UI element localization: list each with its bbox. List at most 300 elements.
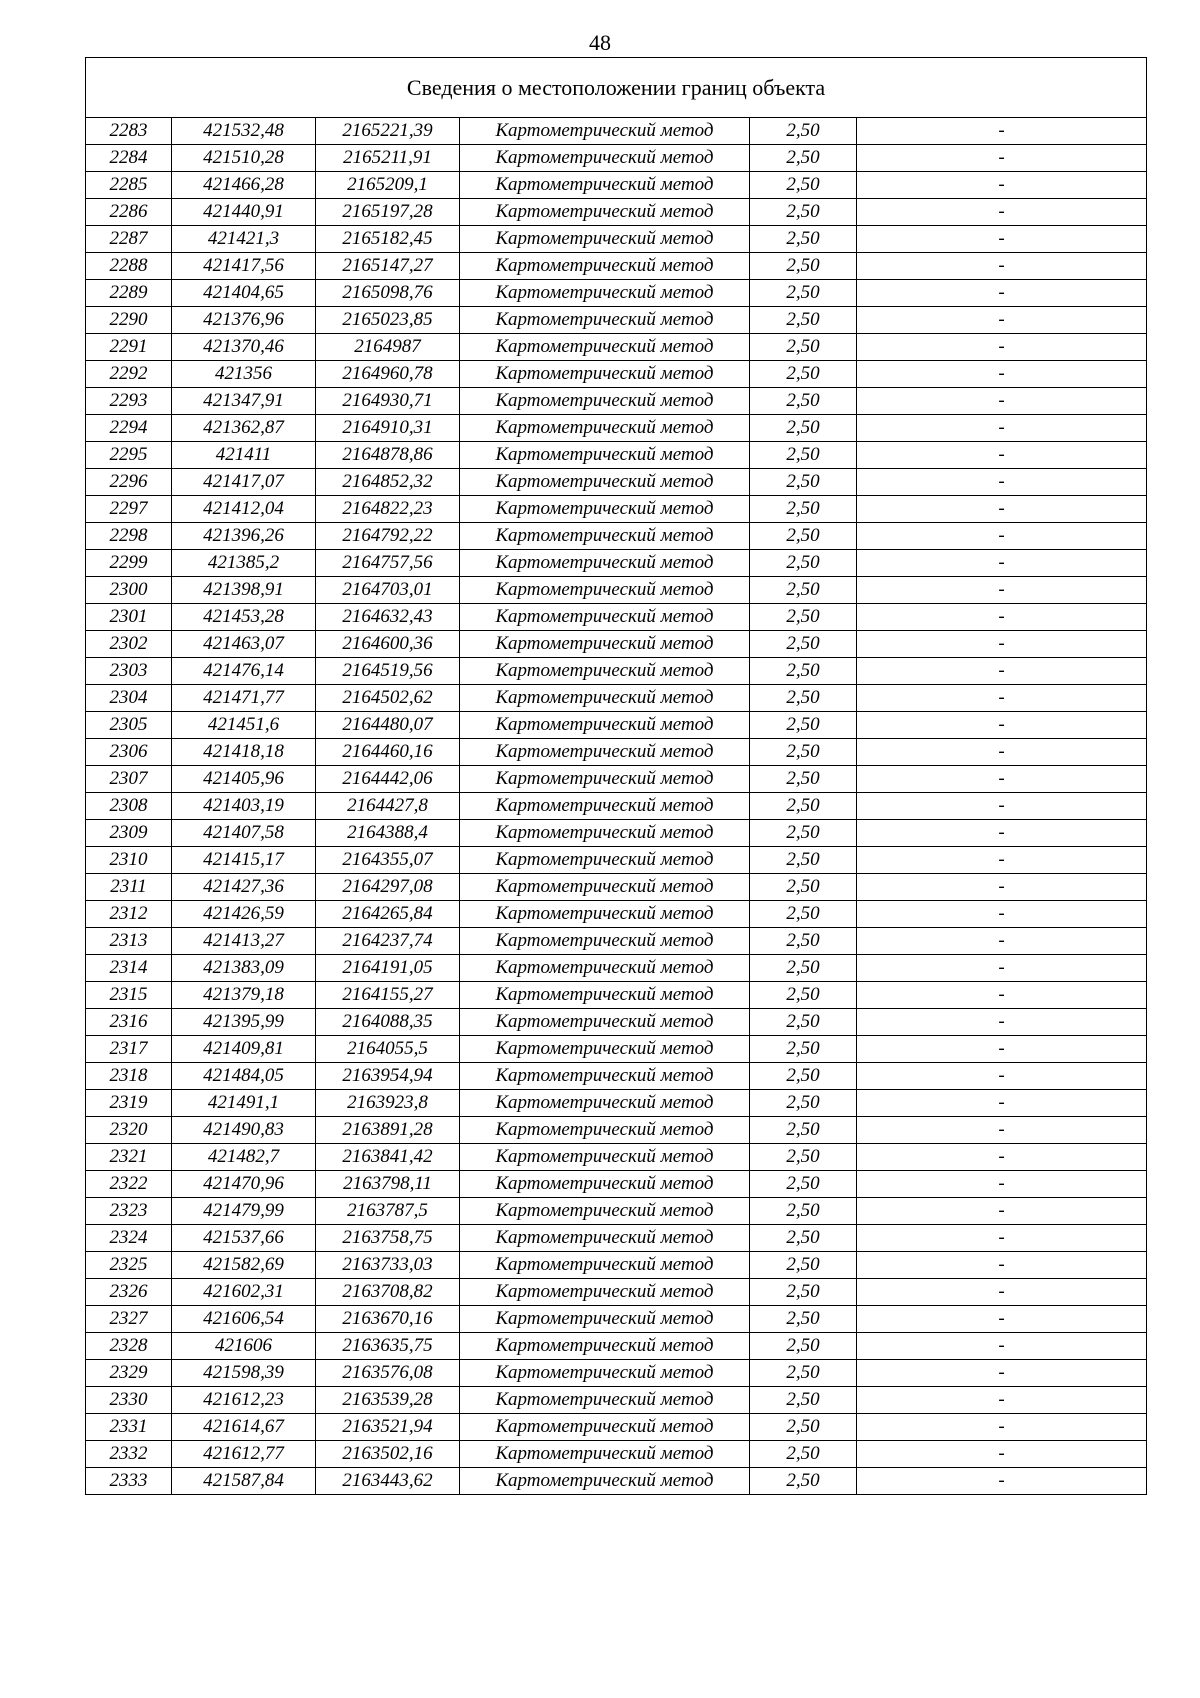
x-coordinate-cell: 421451,6 <box>172 712 316 739</box>
point-number-cell: 2309 <box>86 820 172 847</box>
method-cell: Картометрический метод <box>460 766 750 793</box>
x-coordinate-cell: 421405,96 <box>172 766 316 793</box>
accuracy-cell: 2,50 <box>750 118 857 145</box>
description-cell: - <box>857 1036 1147 1063</box>
x-coordinate-cell: 421412,04 <box>172 496 316 523</box>
y-coordinate-cell: 2164055,5 <box>316 1036 460 1063</box>
x-coordinate-cell: 421415,17 <box>172 847 316 874</box>
y-coordinate-cell: 2163635,75 <box>316 1333 460 1360</box>
point-number-cell: 2302 <box>86 631 172 658</box>
x-coordinate-cell: 421396,26 <box>172 523 316 550</box>
y-coordinate-cell: 2164960,78 <box>316 361 460 388</box>
point-number-cell: 2325 <box>86 1252 172 1279</box>
y-coordinate-cell: 2164088,35 <box>316 1009 460 1036</box>
point-number-cell: 2285 <box>86 172 172 199</box>
table-row <box>86 1468 1147 1495</box>
accuracy-cell: 2,50 <box>750 1441 857 1468</box>
x-coordinate-cell: 421411 <box>172 442 316 469</box>
table-row <box>86 496 1147 523</box>
method-cell: Картометрический метод <box>460 577 750 604</box>
table-row <box>86 1279 1147 1306</box>
description-cell: - <box>857 172 1147 199</box>
table-row <box>86 712 1147 739</box>
description-cell: - <box>857 631 1147 658</box>
point-number-cell: 2288 <box>86 253 172 280</box>
x-coordinate-cell: 421453,28 <box>172 604 316 631</box>
method-cell: Картометрический метод <box>460 631 750 658</box>
point-number-cell: 2284 <box>86 145 172 172</box>
description-cell: - <box>857 253 1147 280</box>
table-row <box>86 172 1147 199</box>
y-coordinate-cell: 2163758,75 <box>316 1225 460 1252</box>
point-number-cell: 2295 <box>86 442 172 469</box>
method-cell: Картометрический метод <box>460 982 750 1009</box>
accuracy-cell: 2,50 <box>750 604 857 631</box>
y-coordinate-cell: 2163923,8 <box>316 1090 460 1117</box>
accuracy-cell: 2,50 <box>750 523 857 550</box>
method-cell: Картометрический метод <box>460 1009 750 1036</box>
table-row <box>86 631 1147 658</box>
x-coordinate-cell: 421427,36 <box>172 874 316 901</box>
y-coordinate-cell: 2163539,28 <box>316 1387 460 1414</box>
point-number-cell: 2332 <box>86 1441 172 1468</box>
y-coordinate-cell: 2165182,45 <box>316 226 460 253</box>
y-coordinate-cell: 2164460,16 <box>316 739 460 766</box>
x-coordinate-cell: 421385,2 <box>172 550 316 577</box>
x-coordinate-cell: 421417,56 <box>172 253 316 280</box>
y-coordinate-cell: 2163733,03 <box>316 1252 460 1279</box>
table-row <box>86 820 1147 847</box>
y-coordinate-cell: 2164822,23 <box>316 496 460 523</box>
method-cell: Картометрический метод <box>460 1171 750 1198</box>
x-coordinate-cell: 421417,07 <box>172 469 316 496</box>
table-row <box>86 1036 1147 1063</box>
table-row <box>86 442 1147 469</box>
table-row <box>86 253 1147 280</box>
y-coordinate-cell: 2164355,07 <box>316 847 460 874</box>
description-cell: - <box>857 901 1147 928</box>
method-cell: Картометрический метод <box>460 334 750 361</box>
description-cell: - <box>857 685 1147 712</box>
point-number-cell: 2331 <box>86 1414 172 1441</box>
point-number-cell: 2318 <box>86 1063 172 1090</box>
accuracy-cell: 2,50 <box>750 1198 857 1225</box>
x-coordinate-cell: 421510,28 <box>172 145 316 172</box>
description-cell: - <box>857 1441 1147 1468</box>
x-coordinate-cell: 421426,59 <box>172 901 316 928</box>
point-number-cell: 2294 <box>86 415 172 442</box>
description-cell: - <box>857 199 1147 226</box>
accuracy-cell: 2,50 <box>750 1036 857 1063</box>
method-cell: Картометрический метод <box>460 847 750 874</box>
point-number-cell: 2286 <box>86 199 172 226</box>
table-row <box>86 1171 1147 1198</box>
x-coordinate-cell: 421463,07 <box>172 631 316 658</box>
description-cell: - <box>857 1198 1147 1225</box>
method-cell: Картометрический метод <box>460 793 750 820</box>
accuracy-cell: 2,50 <box>750 1360 857 1387</box>
point-number-cell: 2319 <box>86 1090 172 1117</box>
description-cell: - <box>857 1117 1147 1144</box>
description-cell: - <box>857 280 1147 307</box>
description-cell: - <box>857 361 1147 388</box>
point-number-cell: 2301 <box>86 604 172 631</box>
accuracy-cell: 2,50 <box>750 1333 857 1360</box>
y-coordinate-cell: 2164987 <box>316 334 460 361</box>
accuracy-cell: 2,50 <box>750 928 857 955</box>
y-coordinate-cell: 2164237,74 <box>316 928 460 955</box>
x-coordinate-cell: 421418,18 <box>172 739 316 766</box>
y-coordinate-cell: 2163443,62 <box>316 1468 460 1495</box>
accuracy-cell: 2,50 <box>750 685 857 712</box>
x-coordinate-cell: 421490,83 <box>172 1117 316 1144</box>
method-cell: Картометрический метод <box>460 1468 750 1495</box>
x-coordinate-cell: 421362,87 <box>172 415 316 442</box>
table-row <box>86 1225 1147 1252</box>
table-row <box>86 766 1147 793</box>
table-row <box>86 415 1147 442</box>
table-row <box>86 793 1147 820</box>
y-coordinate-cell: 2164878,86 <box>316 442 460 469</box>
table-title-row <box>86 58 1147 118</box>
method-cell: Картометрический метод <box>460 361 750 388</box>
description-cell: - <box>857 712 1147 739</box>
x-coordinate-cell: 421479,99 <box>172 1198 316 1225</box>
accuracy-cell: 2,50 <box>750 253 857 280</box>
y-coordinate-cell: 2164427,8 <box>316 793 460 820</box>
description-cell: - <box>857 1009 1147 1036</box>
accuracy-cell: 2,50 <box>750 577 857 604</box>
point-number-cell: 2303 <box>86 658 172 685</box>
method-cell: Картометрический метод <box>460 1117 750 1144</box>
table-row <box>86 1414 1147 1441</box>
x-coordinate-cell: 421395,99 <box>172 1009 316 1036</box>
table-row <box>86 1063 1147 1090</box>
point-number-cell: 2292 <box>86 361 172 388</box>
x-coordinate-cell: 421537,66 <box>172 1225 316 1252</box>
method-cell: Картометрический метод <box>460 901 750 928</box>
x-coordinate-cell: 421421,3 <box>172 226 316 253</box>
accuracy-cell: 2,50 <box>750 901 857 928</box>
table-row <box>86 361 1147 388</box>
description-cell: - <box>857 1360 1147 1387</box>
x-coordinate-cell: 421370,46 <box>172 334 316 361</box>
x-coordinate-cell: 421598,39 <box>172 1360 316 1387</box>
description-cell: - <box>857 604 1147 631</box>
method-cell: Картометрический метод <box>460 145 750 172</box>
method-cell: Картометрический метод <box>460 496 750 523</box>
point-number-cell: 2311 <box>86 874 172 901</box>
y-coordinate-cell: 2163521,94 <box>316 1414 460 1441</box>
table-row <box>86 199 1147 226</box>
y-coordinate-cell: 2163670,16 <box>316 1306 460 1333</box>
description-cell: - <box>857 1279 1147 1306</box>
point-number-cell: 2324 <box>86 1225 172 1252</box>
y-coordinate-cell: 2164191,05 <box>316 955 460 982</box>
method-cell: Картометрический метод <box>460 874 750 901</box>
description-cell: - <box>857 658 1147 685</box>
method-cell: Картометрический метод <box>460 820 750 847</box>
description-cell: - <box>857 442 1147 469</box>
x-coordinate-cell: 421484,05 <box>172 1063 316 1090</box>
accuracy-cell: 2,50 <box>750 1117 857 1144</box>
table-row <box>86 226 1147 253</box>
accuracy-cell: 2,50 <box>750 1414 857 1441</box>
description-cell: - <box>857 1090 1147 1117</box>
description-cell: - <box>857 1171 1147 1198</box>
x-coordinate-cell: 421471,77 <box>172 685 316 712</box>
method-cell: Картометрический метод <box>460 523 750 550</box>
accuracy-cell: 2,50 <box>750 1252 857 1279</box>
accuracy-cell: 2,50 <box>750 793 857 820</box>
table-title: Сведения о местоположении границ объекта <box>86 58 1147 118</box>
description-cell: - <box>857 847 1147 874</box>
method-cell: Картометрический метод <box>460 118 750 145</box>
description-cell: - <box>857 523 1147 550</box>
point-number-cell: 2291 <box>86 334 172 361</box>
description-cell: - <box>857 145 1147 172</box>
x-coordinate-cell: 421612,77 <box>172 1441 316 1468</box>
description-cell: - <box>857 307 1147 334</box>
method-cell: Картометрический метод <box>460 280 750 307</box>
point-number-cell: 2330 <box>86 1387 172 1414</box>
table-row <box>86 739 1147 766</box>
y-coordinate-cell: 2165221,39 <box>316 118 460 145</box>
description-cell: - <box>857 955 1147 982</box>
y-coordinate-cell: 2164502,62 <box>316 685 460 712</box>
y-coordinate-cell: 2165211,91 <box>316 145 460 172</box>
accuracy-cell: 2,50 <box>750 550 857 577</box>
description-cell: - <box>857 1144 1147 1171</box>
table-row <box>86 1252 1147 1279</box>
method-cell: Картометрический метод <box>460 685 750 712</box>
accuracy-cell: 2,50 <box>750 874 857 901</box>
point-number-cell: 2297 <box>86 496 172 523</box>
point-number-cell: 2322 <box>86 1171 172 1198</box>
method-cell: Картометрический метод <box>460 1144 750 1171</box>
method-cell: Картометрический метод <box>460 604 750 631</box>
point-number-cell: 2307 <box>86 766 172 793</box>
description-cell: - <box>857 1333 1147 1360</box>
table-row <box>86 1333 1147 1360</box>
method-cell: Картометрический метод <box>460 955 750 982</box>
boundary-coordinates-table <box>85 57 1147 1495</box>
point-number-cell: 2304 <box>86 685 172 712</box>
table-row <box>86 1441 1147 1468</box>
description-cell: - <box>857 874 1147 901</box>
y-coordinate-cell: 2164480,07 <box>316 712 460 739</box>
point-number-cell: 2333 <box>86 1468 172 1495</box>
y-coordinate-cell: 2163576,08 <box>316 1360 460 1387</box>
method-cell: Картометрический метод <box>460 1414 750 1441</box>
method-cell: Картометрический метод <box>460 442 750 469</box>
y-coordinate-cell: 2165147,27 <box>316 253 460 280</box>
y-coordinate-cell: 2164600,36 <box>316 631 460 658</box>
y-coordinate-cell: 2164757,56 <box>316 550 460 577</box>
description-cell: - <box>857 928 1147 955</box>
table-row <box>86 118 1147 145</box>
accuracy-cell: 2,50 <box>750 1009 857 1036</box>
accuracy-cell: 2,50 <box>750 955 857 982</box>
method-cell: Картометрический метод <box>460 172 750 199</box>
x-coordinate-cell: 421440,91 <box>172 199 316 226</box>
table-row <box>86 523 1147 550</box>
point-number-cell: 2313 <box>86 928 172 955</box>
x-coordinate-cell: 421379,18 <box>172 982 316 1009</box>
point-number-cell: 2328 <box>86 1333 172 1360</box>
point-number-cell: 2290 <box>86 307 172 334</box>
y-coordinate-cell: 2163708,82 <box>316 1279 460 1306</box>
point-number-cell: 2314 <box>86 955 172 982</box>
method-cell: Картометрический метод <box>460 550 750 577</box>
accuracy-cell: 2,50 <box>750 658 857 685</box>
description-cell: - <box>857 820 1147 847</box>
description-cell: - <box>857 766 1147 793</box>
accuracy-cell: 2,50 <box>750 1090 857 1117</box>
point-number-cell: 2323 <box>86 1198 172 1225</box>
point-number-cell: 2293 <box>86 388 172 415</box>
description-cell: - <box>857 982 1147 1009</box>
description-cell: - <box>857 388 1147 415</box>
description-cell: - <box>857 1063 1147 1090</box>
table-row <box>86 1387 1147 1414</box>
accuracy-cell: 2,50 <box>750 1279 857 1306</box>
accuracy-cell: 2,50 <box>750 739 857 766</box>
method-cell: Картометрический метод <box>460 1252 750 1279</box>
y-coordinate-cell: 2163841,42 <box>316 1144 460 1171</box>
point-number-cell: 2289 <box>86 280 172 307</box>
y-coordinate-cell: 2163891,28 <box>316 1117 460 1144</box>
table-row <box>86 928 1147 955</box>
point-number-cell: 2298 <box>86 523 172 550</box>
accuracy-cell: 2,50 <box>750 226 857 253</box>
x-coordinate-cell: 421413,27 <box>172 928 316 955</box>
table-row <box>86 847 1147 874</box>
method-cell: Картометрический метод <box>460 658 750 685</box>
description-cell: - <box>857 118 1147 145</box>
accuracy-cell: 2,50 <box>750 1468 857 1495</box>
description-cell: - <box>857 334 1147 361</box>
point-number-cell: 2300 <box>86 577 172 604</box>
description-cell: - <box>857 496 1147 523</box>
x-coordinate-cell: 421482,7 <box>172 1144 316 1171</box>
y-coordinate-cell: 2165209,1 <box>316 172 460 199</box>
method-cell: Картометрический метод <box>460 1036 750 1063</box>
method-cell: Картометрический метод <box>460 1333 750 1360</box>
accuracy-cell: 2,50 <box>750 334 857 361</box>
y-coordinate-cell: 2164930,71 <box>316 388 460 415</box>
method-cell: Картометрический метод <box>460 1387 750 1414</box>
accuracy-cell: 2,50 <box>750 280 857 307</box>
accuracy-cell: 2,50 <box>750 496 857 523</box>
point-number-cell: 2327 <box>86 1306 172 1333</box>
y-coordinate-cell: 2165023,85 <box>316 307 460 334</box>
point-number-cell: 2296 <box>86 469 172 496</box>
table-row <box>86 1198 1147 1225</box>
description-cell: - <box>857 415 1147 442</box>
point-number-cell: 2326 <box>86 1279 172 1306</box>
table-row <box>86 1009 1147 1036</box>
accuracy-cell: 2,50 <box>750 982 857 1009</box>
description-cell: - <box>857 550 1147 577</box>
method-cell: Картометрический метод <box>460 307 750 334</box>
accuracy-cell: 2,50 <box>750 388 857 415</box>
table-row <box>86 874 1147 901</box>
description-cell: - <box>857 1387 1147 1414</box>
accuracy-cell: 2,50 <box>750 1063 857 1090</box>
accuracy-cell: 2,50 <box>750 442 857 469</box>
x-coordinate-cell: 421606 <box>172 1333 316 1360</box>
accuracy-cell: 2,50 <box>750 1306 857 1333</box>
table-row <box>86 334 1147 361</box>
x-coordinate-cell: 421383,09 <box>172 955 316 982</box>
accuracy-cell: 2,50 <box>750 361 857 388</box>
table-row <box>86 1360 1147 1387</box>
y-coordinate-cell: 2163954,94 <box>316 1063 460 1090</box>
table-row <box>86 658 1147 685</box>
table-row <box>86 469 1147 496</box>
x-coordinate-cell: 421356 <box>172 361 316 388</box>
method-cell: Картометрический метод <box>460 226 750 253</box>
accuracy-cell: 2,50 <box>750 1387 857 1414</box>
method-cell: Картометрический метод <box>460 1090 750 1117</box>
table-row <box>86 307 1147 334</box>
x-coordinate-cell: 421407,58 <box>172 820 316 847</box>
description-cell: - <box>857 577 1147 604</box>
table-row <box>86 1090 1147 1117</box>
description-cell: - <box>857 226 1147 253</box>
method-cell: Картометрический метод <box>460 388 750 415</box>
description-cell: - <box>857 1306 1147 1333</box>
y-coordinate-cell: 2164297,08 <box>316 874 460 901</box>
x-coordinate-cell: 421602,31 <box>172 1279 316 1306</box>
description-cell: - <box>857 1225 1147 1252</box>
x-coordinate-cell: 421491,1 <box>172 1090 316 1117</box>
x-coordinate-cell: 421587,84 <box>172 1468 316 1495</box>
accuracy-cell: 2,50 <box>750 199 857 226</box>
point-number-cell: 2320 <box>86 1117 172 1144</box>
table-row <box>86 1306 1147 1333</box>
x-coordinate-cell: 421404,65 <box>172 280 316 307</box>
accuracy-cell: 2,50 <box>750 1171 857 1198</box>
y-coordinate-cell: 2164265,84 <box>316 901 460 928</box>
method-cell: Картометрический метод <box>460 1360 750 1387</box>
accuracy-cell: 2,50 <box>750 145 857 172</box>
method-cell: Картометрический метод <box>460 1198 750 1225</box>
description-cell: - <box>857 469 1147 496</box>
method-cell: Картометрический метод <box>460 739 750 766</box>
table-row <box>86 1144 1147 1171</box>
x-coordinate-cell: 421470,96 <box>172 1171 316 1198</box>
x-coordinate-cell: 421409,81 <box>172 1036 316 1063</box>
x-coordinate-cell: 421582,69 <box>172 1252 316 1279</box>
method-cell: Картометрический метод <box>460 1306 750 1333</box>
y-coordinate-cell: 2163502,16 <box>316 1441 460 1468</box>
description-cell: - <box>857 793 1147 820</box>
table-row <box>86 901 1147 928</box>
table-row <box>86 550 1147 577</box>
point-number-cell: 2299 <box>86 550 172 577</box>
accuracy-cell: 2,50 <box>750 172 857 199</box>
accuracy-cell: 2,50 <box>750 1144 857 1171</box>
accuracy-cell: 2,50 <box>750 1225 857 1252</box>
accuracy-cell: 2,50 <box>750 847 857 874</box>
accuracy-cell: 2,50 <box>750 820 857 847</box>
y-coordinate-cell: 2165098,76 <box>316 280 460 307</box>
table-row <box>86 685 1147 712</box>
accuracy-cell: 2,50 <box>750 415 857 442</box>
y-coordinate-cell: 2164519,56 <box>316 658 460 685</box>
